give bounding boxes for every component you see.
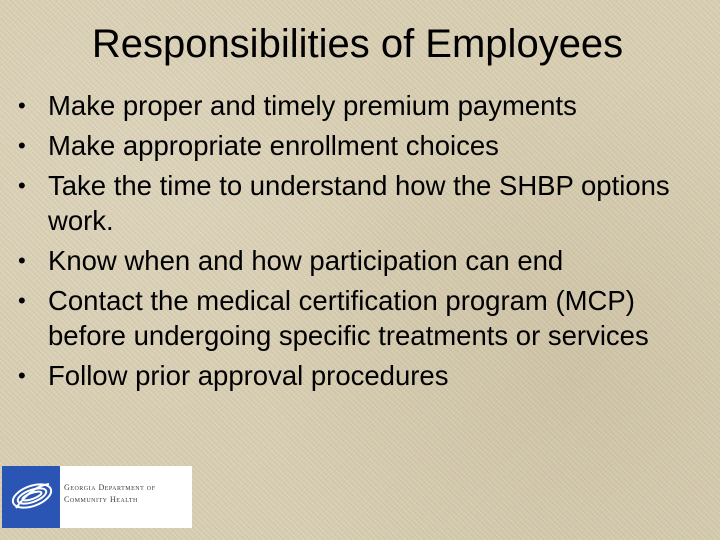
list-item: [18, 358, 708, 393]
slide-title: Responsibilities of Employees: [91, 22, 624, 66]
list-item: [18, 128, 708, 163]
logo-text-line1: Georgia Department of: [64, 483, 156, 492]
bullet-list: [18, 88, 708, 398]
logo-emblem: [2, 466, 60, 528]
logo-text: [64, 483, 155, 505]
bullet-dot-icon: •: [18, 173, 26, 198]
list-item: [18, 243, 708, 278]
list-item: [18, 88, 708, 123]
bullet-text: Follow prior approval procedures: [48, 360, 449, 391]
list-item: [18, 283, 708, 353]
organization-logo: [2, 466, 192, 528]
bullet-text: Contact the medical certification program (MCP) before undergoing specific treatments or services: [48, 285, 649, 351]
bullet-text: Take the time to understand how the SHBP options work.: [48, 170, 670, 236]
bullet-dot-icon: •: [18, 288, 26, 313]
swirl-icon: [2, 466, 60, 528]
bullet-dot-icon: •: [18, 133, 26, 158]
bullet-text: Make appropriate enrollment choices: [48, 130, 499, 161]
bullet-dot-icon: •: [18, 248, 26, 273]
list-item: [18, 168, 708, 238]
bullet-dot-icon: •: [18, 363, 26, 388]
bullet-dot-icon: •: [18, 93, 26, 118]
logo-text-line2: Community Health: [64, 495, 138, 504]
bullet-text: Know when and how participation can end: [48, 245, 564, 276]
bullet-text: Make proper and timely premium payments: [48, 90, 577, 121]
